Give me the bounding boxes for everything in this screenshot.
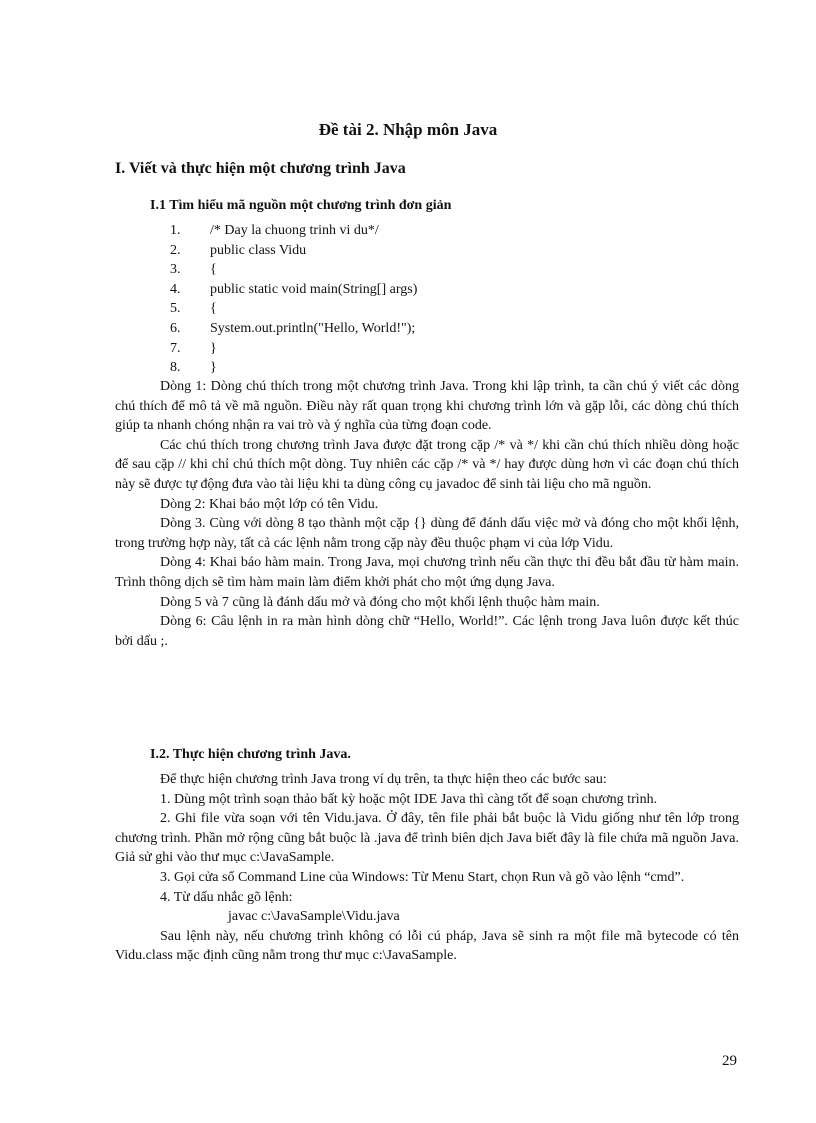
page-title: Đề tài 2. Nhập môn Java [318,120,498,139]
steps-text [115,770,739,966]
paragraph: Dòng 3. Cùng với dòng 8 tạo thành một cặp {} dùng để đánh dấu việc mở và đóng cho một khối lệnh, trong trường hợp này, tất cả các lệnh nằm trong cặp này đều thuộc phạm vi của lớp Vidu. [115,516,739,551]
code-line: 1. /* Day la chuong trinh vi du*/ [170,223,379,238]
code-line: 8. } [170,360,217,376]
code-line: 4. public static void main(String[] args) [170,281,418,297]
command-line: javac c:\JavaSample\Vidu.java [228,909,400,925]
paragraph: Dòng 1: Dòng chú thích trong một chương trình Java. Trong khi lập trình, ta cần chú ý viết các dòng chú thích để mô tả về mã nguồn. Điều này rất quan trọng khi chương trình lớn và gặp lỗi, các dòng chú thích giúp ta nhanh chóng nhận ra vai trò và ý nghĩa của từng đoạn code. [115,379,739,434]
paragraph: 4. Từ dấu nhắc gõ lệnh: [160,889,293,905]
paragraph: Để thực hiện chương trình Java trong ví dụ trên, ta thực hiện theo các bước sau: [160,772,607,787]
code-line: 2. public class Vidu [170,242,307,258]
explanation-text [115,377,739,651]
section-heading: I. Viết và thực hiện một chương trình Java [115,160,406,177]
subsection-heading-1: I.1 Tìm hiểu mã nguồn một chương trình đơn giản [150,198,452,213]
code-line: 3. { [170,262,217,278]
paragraph: Dòng 5 và 7 cũng là đánh dấu mở và đóng cho một khối lệnh thuộc hàm main. [160,594,600,610]
paragraph: Dòng 2: Khai báo một lớp có tên Vidu. [160,496,379,512]
paragraph: 2. Ghi file vừa soạn với tên Vidu.java. Ở đây, tên file phải bắt buộc là Vidu giống như tên lớp trong chương trình. Phần mở rộng cũng bắt buộc là .java để trình biên dịch Java biết đây là file chứa mã nguồn Java. Giả sử ghi vào thư mục c:\JavaSample. [115,811,739,866]
paragraph: Sau lệnh này, nếu chương trình không có lỗi cú pháp, Java sẽ sinh ra một file mã bytecode có tên Vidu.class mặc định cũng nằm trong thư mục c:\JavaSample. [115,928,739,964]
code-line: 7. } [170,340,217,356]
code-line: 6. System.out.println("Hello, World!"); [170,320,416,336]
code-listing [170,221,417,378]
paragraph: 1. Dùng một trình soạn thảo bất kỳ hoặc một IDE Java thì càng tốt để soạn chương trình. [160,791,658,807]
paragraph: Các chú thích trong chương trình Java được đặt trong cặp /* và */ khi cần chú thích nhiều dòng hoặc để sau cặp // khi chỉ chú thích một dòng. Tuy nhiên các cặp /* và */ hay được dùng hơn vì các đoạn chú thích này sẽ được tự động đưa vào tài liệu khi ta dùng công cụ javadoc để sinh tài liệu cho mã nguồn. [115,437,739,492]
paragraph: Dòng 4: Khai báo hàm main. Trong Java, mọi chương trình nếu cần thực thi đều bắt đầu từ hàm main. Trình thông dịch sẽ tìm hàm main làm điểm khởi phát cho một ứng dụng Java. [115,555,739,590]
paragraph: Dòng 6: Câu lệnh in ra màn hình dòng chữ “Hello, World!”. Các lệnh trong Java luôn được kết thúc bởi dấu ;. [115,614,739,649]
paragraph: 3. Gọi cửa sổ Command Line của Windows: Từ Menu Start, chọn Run và gõ vào lệnh “cmd”. [160,869,685,885]
page-number: 29 [722,1053,737,1069]
subsection-heading-2: I.2. Thực hiện chương trình Java. [150,747,351,762]
code-line: 5. { [170,301,217,317]
